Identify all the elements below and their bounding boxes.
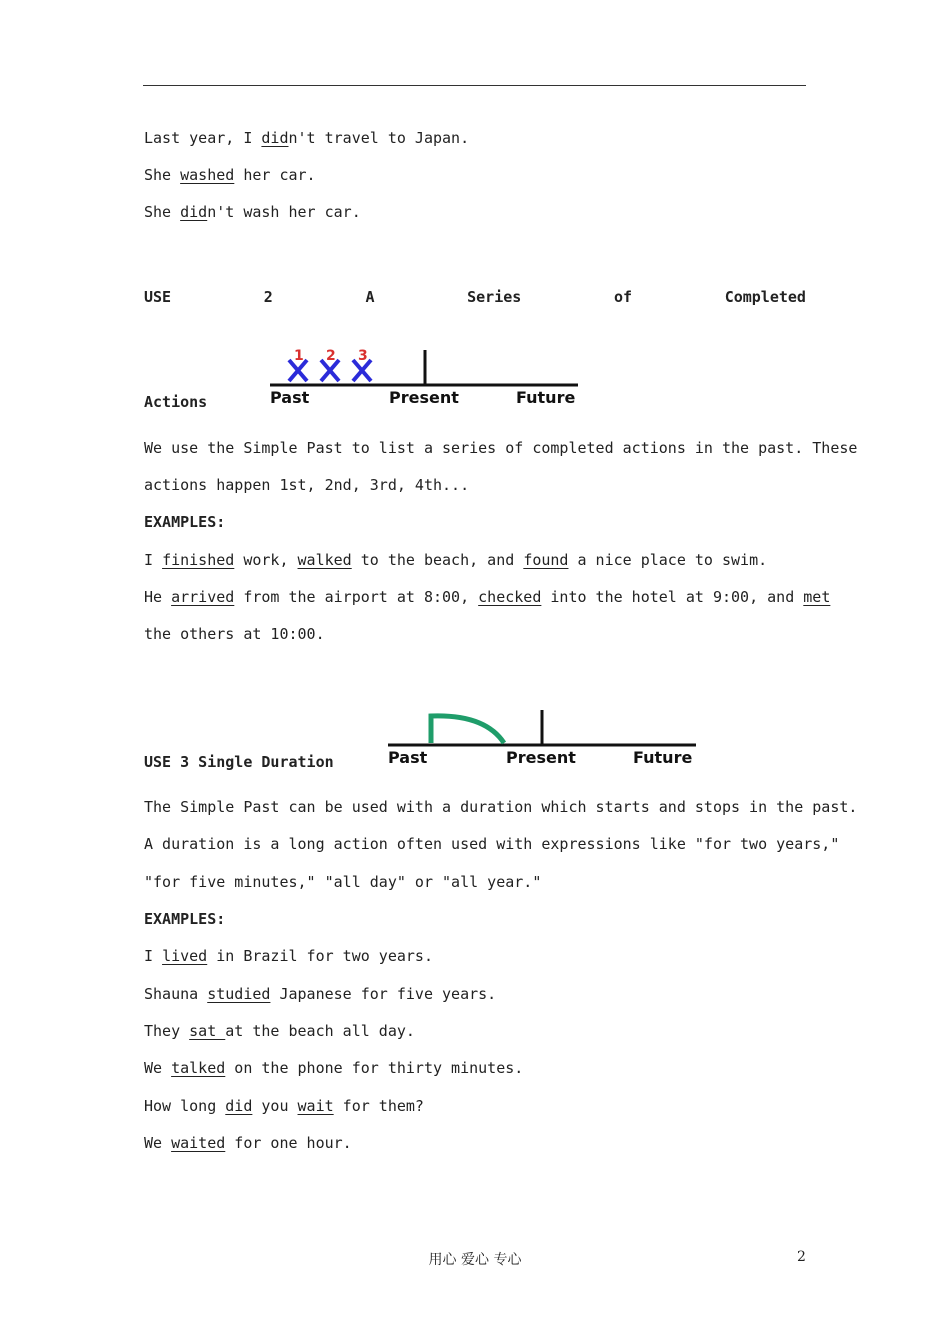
sentence-2: She washed her car.	[144, 166, 316, 184]
sentence-1: Last year, I didn't travel to Japan.	[144, 129, 470, 147]
label-present: Present	[389, 388, 459, 407]
example-2-cont: the others at 10:00.	[144, 625, 325, 643]
use2-heading: USE 2 A Series of Completed	[144, 288, 806, 306]
example-1: I finished work, walked to the beach, and found a nice place to swim.	[144, 551, 768, 569]
example-2: He arrived from the airport at 8:00, checked into the hotel at 9:00, and met	[144, 588, 831, 606]
mark-number-1: 1	[294, 348, 304, 364]
header-rule	[143, 85, 806, 86]
paragraph-1b: actions happen 1st, 2nd, 3rd, 4th...	[144, 476, 470, 494]
example-5: They sat at the beach all day.	[144, 1022, 415, 1040]
label-past: Past	[270, 388, 310, 407]
footer-motto: 用心 爱心 专心	[428, 1252, 522, 1268]
paragraph-2c: "for five minutes," "all day" or "all year."	[144, 873, 542, 891]
example-6: We talked on the phone for thirty minutes.	[144, 1059, 524, 1077]
label-future: Future	[633, 748, 693, 767]
label-present: Present	[506, 748, 576, 767]
duration-arc	[431, 716, 504, 743]
label-future: Future	[516, 388, 576, 407]
label-past: Past	[388, 748, 428, 767]
example-4: Shauna studied Japanese for five years.	[144, 985, 497, 1003]
use3-heading: USE 3 Single Duration	[144, 753, 334, 771]
examples-heading-1: EXAMPLES:	[144, 513, 226, 531]
mark-number-2: 2	[326, 348, 336, 364]
examples-heading-2: EXAMPLES:	[144, 910, 226, 928]
timeline-series-diagram	[262, 340, 582, 412]
paragraph-2b: A duration is a long action often used with expressions like "for two years,"	[144, 835, 840, 853]
paragraph-2a: The Simple Past can be used with a duration which starts and stops in the past.	[144, 798, 858, 816]
example-3: I lived in Brazil for two years.	[144, 947, 433, 965]
example-7: How long did you wait for them?	[144, 1097, 424, 1115]
example-8: We waited for one hour.	[144, 1134, 352, 1152]
mark-number-3: 3	[358, 348, 368, 364]
use2-heading-cont: Actions	[144, 393, 208, 411]
sentence-3: She didn't wash her car.	[144, 203, 361, 221]
page-number: 2	[797, 1249, 806, 1265]
paragraph-1a: We use the Simple Past to list a series of completed actions in the past. These	[144, 439, 858, 457]
timeline-duration-diagram	[380, 702, 700, 774]
